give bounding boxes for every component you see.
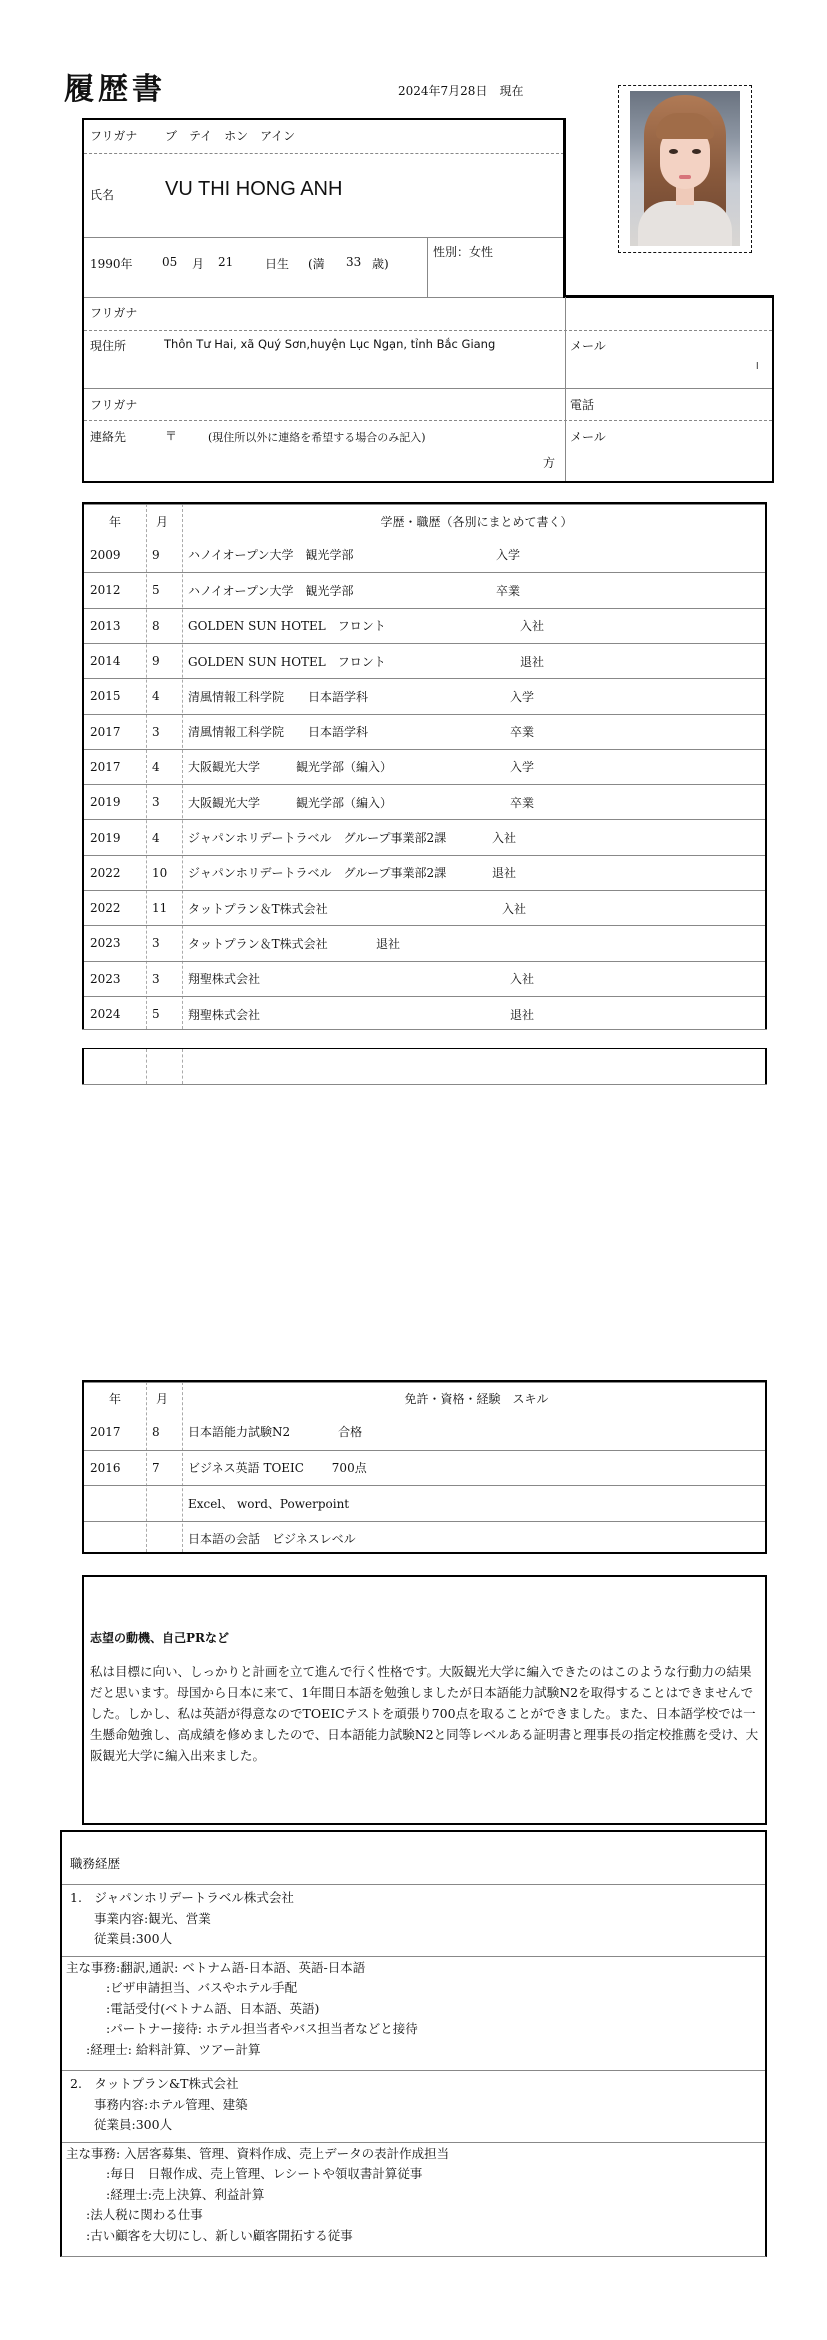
row-status: 退社 xyxy=(520,654,545,669)
table-row xyxy=(84,537,765,572)
name-label: 氏名 xyxy=(90,188,115,202)
furigana-label: フリガナ xyxy=(90,129,138,143)
table-row xyxy=(84,678,765,713)
row-year xyxy=(90,1486,146,1521)
row-month: 4 xyxy=(152,759,160,774)
row-desc: ジャパンホリデートラベル グループ事業部2課 xyxy=(188,866,447,881)
row-year: 2017 xyxy=(90,759,121,774)
row-month: 8 xyxy=(152,618,160,633)
table-row xyxy=(84,1521,765,1557)
mail-value: l xyxy=(756,362,759,372)
table-row xyxy=(84,608,765,643)
name-value: VU THI HONG ANH xyxy=(165,178,343,200)
row-desc: 大阪観光大学 観光学部（編入） xyxy=(188,760,393,775)
row-month: 11 xyxy=(152,901,168,916)
table-row xyxy=(84,714,765,749)
row-year: 2012 xyxy=(90,583,121,598)
row-month: 4 xyxy=(152,830,160,845)
duty-line: 主な事務: 入居客募集、管理、資料作成、売上データの表計作成担当 xyxy=(66,2145,450,2161)
table-row xyxy=(84,749,765,784)
address-box xyxy=(82,295,774,483)
row-desc: 日本語能力試験N2 合格 xyxy=(188,1425,363,1440)
row-desc: GOLDEN SUN HOTEL フロント xyxy=(188,619,386,634)
career-title: 職務経歴 xyxy=(70,1856,121,1871)
row-month: 3 xyxy=(152,724,160,739)
birth-day: 21 xyxy=(218,255,234,269)
row-desc: ハノイオープン大学 観光学部 xyxy=(188,548,354,563)
row-year: 2009 xyxy=(90,547,121,562)
header-year: 年 xyxy=(108,1392,121,1406)
duty-line: 主な事務:翻訳,通訳: ベトナム語-日本語、英語-日本語 xyxy=(66,1959,366,1975)
row-year: 2019 xyxy=(90,830,121,845)
row-month xyxy=(146,1522,182,1557)
document-title: 履歴書 xyxy=(64,72,166,107)
birth-year: 1990年 xyxy=(90,257,133,271)
header-desc: 免許・資格・経験 スキル xyxy=(404,1392,549,1406)
career-box xyxy=(60,1830,767,2257)
header-desc: 学歴・職歴（各別にまとめて書く） xyxy=(380,514,573,529)
education-table xyxy=(82,502,767,1029)
duty-line: :パートナー接待: ホテル担当者やバス担当者などと接待 xyxy=(106,2021,418,2036)
duty-line: :電話受付(ベトナム語、日本語、英語) xyxy=(106,2000,320,2016)
contact-note: (現住所以外に連絡を希望する場合のみ記入) xyxy=(208,431,426,444)
row-status: 入学 xyxy=(510,760,535,775)
row-desc: GOLDEN SUN HOTEL フロント xyxy=(188,654,386,669)
table-row xyxy=(84,1485,765,1521)
row-year: 2016 xyxy=(90,1460,121,1475)
row-status: 入学 xyxy=(510,689,535,704)
duty-line: :ビザ申請担当、バスやホテル手配 xyxy=(106,1980,298,1995)
row-year: 2015 xyxy=(90,689,121,704)
skills-table xyxy=(82,1380,767,1554)
row-year: 2023 xyxy=(90,971,121,986)
row-year xyxy=(90,1522,146,1557)
duty-line: :経理士: 給料計算、ツアー計算 xyxy=(86,2041,261,2057)
address-furigana-label: フリガナ xyxy=(90,306,138,320)
row-month: 10 xyxy=(152,865,168,880)
row-desc: 大阪観光大学 観光学部（編入） xyxy=(188,795,393,810)
header-month: 月 xyxy=(156,1392,169,1406)
motivation-body: 私は目標に向い、しっかりと計画を立て進んで行く性格です。大阪観光大学に編入できたのはこのような行動力の結果だと思います。母国から日本に来て、1年間日本語を勉強しましたが日本語能力試験N2を取得することはできませんでした。しかし、私は英語が得意なのでTOEICテストを頑張り700点を取ることができました。また、日本語学校では一生懸命勉強し、高成績を修めましたので、日本語能力試験N2と同等レベルある証明書と理事長の指定校推薦を受け、大阪観光大学に編入出来ました。 xyxy=(90,1664,759,1763)
row-month: 9 xyxy=(152,547,160,562)
photo-frame xyxy=(618,85,752,253)
postal-mark: 〒 xyxy=(165,429,178,443)
table-row xyxy=(84,1450,765,1486)
row-month: 5 xyxy=(152,1007,160,1022)
education-extra-row xyxy=(82,1048,767,1084)
table-row xyxy=(84,572,765,607)
table-row xyxy=(84,961,765,996)
duty-line: :経理士:売上決算、利益計算 xyxy=(106,2186,265,2202)
document-date: 2024年7月28日 現在 xyxy=(398,84,524,98)
company-name: 2. タットプラン&T株式会社 xyxy=(70,2076,239,2091)
table-row xyxy=(84,784,765,819)
age-open: (満 xyxy=(308,257,325,271)
row-year: 2023 xyxy=(90,936,121,951)
gender-label: 性別：女性 xyxy=(433,245,494,259)
row-desc: 清風情報工科学院 日本語学科 xyxy=(188,689,369,704)
table-row xyxy=(84,855,765,890)
table-row xyxy=(84,890,765,925)
company-detail: 事務内容:ホテル管理、建築 xyxy=(94,2096,248,2112)
row-status: 入社 xyxy=(510,972,535,987)
row-status: 入社 xyxy=(520,619,545,634)
mail2-label: メール xyxy=(570,430,606,444)
contact-label: 連絡先 xyxy=(90,430,127,444)
row-desc: ビジネス英語 TOEIC 700点 xyxy=(188,1461,367,1476)
row-desc: 日本語の会話 ビジネスレベル xyxy=(188,1532,356,1547)
row-year: 2024 xyxy=(90,1007,121,1022)
motivation-box xyxy=(82,1575,767,1825)
mail-label: メール xyxy=(570,339,606,353)
row-month: 9 xyxy=(152,654,160,669)
row-month: 8 xyxy=(152,1424,160,1439)
row-status: 退社 xyxy=(492,866,517,881)
row-year: 2013 xyxy=(90,618,121,633)
table-row xyxy=(84,925,765,960)
row-status: 卒業 xyxy=(510,795,535,810)
duty-line: :古い顧客を大切にし、新しい顧客開拓する従事 xyxy=(86,2227,353,2243)
row-month xyxy=(146,1486,182,1521)
current-address-label: 現住所 xyxy=(90,339,127,353)
row-desc: 翔聖株式会社 xyxy=(188,1007,261,1022)
row-month: 3 xyxy=(152,971,160,986)
row-desc: 翔聖株式会社 xyxy=(188,972,261,987)
row-year: 2017 xyxy=(90,1424,121,1439)
row-desc: タットプラン＆T株式会社 xyxy=(188,901,328,916)
table-header xyxy=(84,1382,765,1414)
row-month: 5 xyxy=(152,583,160,598)
current-address-value: Thôn Tư Hai, xã Quý Sơn,huyện Lục Ngạn, tỉnh Bắc Giang xyxy=(164,337,496,351)
row-desc: Excel、 word、Powerpoint xyxy=(188,1496,350,1511)
row-month: 3 xyxy=(152,795,160,810)
age-close: 歳) xyxy=(372,257,389,271)
row-desc: ジャパンホリデートラベル グループ事業部2課 xyxy=(188,831,447,846)
row-status: 卒業 xyxy=(496,583,521,598)
company-detail: 従業員:300人 xyxy=(94,2117,173,2132)
row-status: 退社 xyxy=(376,936,401,951)
row-month: 4 xyxy=(152,689,160,704)
row-status: 入社 xyxy=(492,831,517,846)
row-desc: ハノイオープン大学 観光学部 xyxy=(188,583,354,598)
furigana-name-value: ブ テイ ホン アイン xyxy=(165,129,296,143)
row-status: 入学 xyxy=(496,548,521,563)
company-detail: 従業員:300人 xyxy=(94,1931,173,1946)
row-year: 2022 xyxy=(90,901,121,916)
row-status: 退社 xyxy=(510,1007,535,1022)
company-detail: 事業内容:観光、営業 xyxy=(94,1910,211,1926)
row-month: 3 xyxy=(152,936,160,951)
table-row xyxy=(84,819,765,854)
row-status: 入社 xyxy=(502,901,527,916)
table-row xyxy=(84,643,765,678)
row-year: 2022 xyxy=(90,865,121,880)
row-year: 2014 xyxy=(90,654,121,669)
duty-line: :法人税に関わる仕事 xyxy=(86,2207,203,2222)
row-status: 卒業 xyxy=(510,725,535,740)
header-year: 年 xyxy=(108,514,121,529)
age-value: 33 xyxy=(346,255,362,269)
phone-label: 電話 xyxy=(570,398,595,412)
company-name: 1. ジャパンホリデートラベル株式会社 xyxy=(70,1890,294,1905)
contact-suffix: 方 xyxy=(543,456,556,470)
duty-line: :毎日 日報作成、売上管理、レシートや領収書計算従事 xyxy=(106,2166,423,2181)
motivation-title: 志望の動機、自己PRなど xyxy=(90,1631,229,1645)
contact-furigana-label: フリガナ xyxy=(90,398,138,412)
month-label: 月 xyxy=(192,257,205,271)
row-desc: タットプラン＆T株式会社 xyxy=(188,936,328,951)
table-row xyxy=(84,1414,765,1450)
applicant-photo xyxy=(630,91,740,246)
row-month: 7 xyxy=(152,1460,160,1475)
row-year: 2017 xyxy=(90,724,121,739)
table-header xyxy=(84,504,765,537)
header-month: 月 xyxy=(156,514,169,529)
day-label: 日生 xyxy=(265,257,290,271)
birth-month: 05 xyxy=(162,255,178,269)
row-desc: 清風情報工科学院 日本語学科 xyxy=(188,725,369,740)
row-year: 2019 xyxy=(90,795,121,810)
table-row xyxy=(84,996,765,1031)
